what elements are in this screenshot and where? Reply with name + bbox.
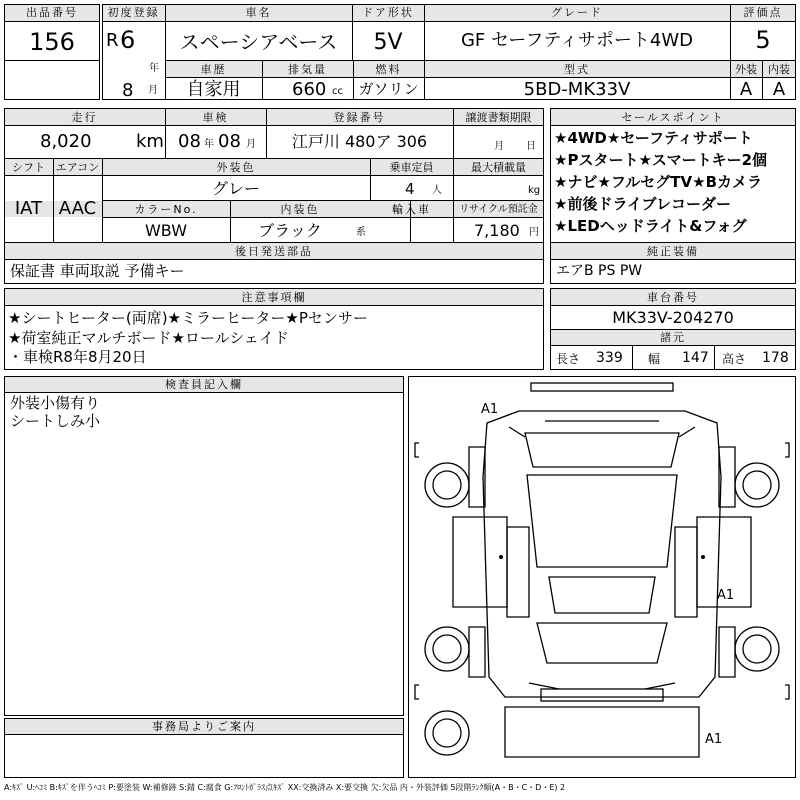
exterior-grade: A — [739, 79, 753, 100]
exterior-color: グレー — [211, 179, 260, 198]
score: 5 — [755, 26, 771, 54]
note-line: ★シートヒーター(両席)★ミラーヒーター★Pセンサー — [8, 309, 368, 327]
damage-diagram — [408, 376, 796, 778]
sales-point: ★LEDヘッドライト&フォグ — [554, 217, 747, 235]
plate-number: 江戸川 480ア 306 — [291, 132, 428, 151]
width: 147 — [682, 350, 709, 366]
damage-mark: A1 — [717, 588, 735, 603]
grade-label: グレード — [551, 6, 603, 19]
reg-year: 6 — [120, 26, 136, 54]
inspection-year: 08 — [178, 131, 201, 152]
shift: IAT — [14, 198, 43, 219]
fuel: ガソリン — [358, 80, 419, 98]
doors: 5V — [373, 30, 403, 55]
era: R — [106, 30, 119, 51]
note-line: ・車検R8年8月20日 — [8, 348, 147, 366]
car-outline — [409, 377, 795, 777]
damage-mark: A1 — [705, 732, 723, 747]
chassis-number: MK33V-204270 — [612, 308, 734, 327]
legend: A:ｷｽﾞ U:ﾍｺﾐ B:ｷｽﾞを伴うﾍｺﾐ P:要塗装 W:補修跡 S:錆 C:腐食 G:ﾌﾛﾝﾄｶﾞﾗｽ点ｷｽﾞ XX:交換済み X:要交換 欠:欠品 内・外装評価 5段階ﾗﾝｸ順(A・B・C・D・E) 2 — [4, 783, 566, 792]
model-code: 5BD-MK33V — [523, 79, 631, 100]
length: 339 — [596, 350, 623, 366]
reg-month: 8 — [122, 80, 134, 101]
grade: GF セーフティサポート4WD — [460, 30, 694, 51]
displacement: 660 — [292, 79, 327, 100]
doors-label: ドア形状 — [362, 6, 414, 19]
inspection-month: 08 — [218, 131, 241, 152]
note-line: ★荷室純正マルチボード★ロールシェイド — [8, 329, 289, 347]
height: 178 — [762, 350, 789, 366]
sales-point: ★4WD★セーフティサポート — [554, 129, 753, 147]
damage-mark: A1 — [481, 402, 499, 417]
air-conditioner: AAC — [58, 198, 97, 219]
sales-point: ★Pスタート★スマートキー2個 — [554, 151, 768, 169]
mileage: 8,020 — [40, 131, 92, 152]
later-parts: 保証書 車両取説 予備キー — [10, 262, 185, 280]
inspector-note: 外装小傷有り — [10, 394, 101, 412]
lot-label: 出品番号 — [26, 6, 78, 19]
history: 自家用 — [186, 79, 241, 100]
standard-equipment: エアB PS PW — [556, 263, 643, 279]
lot-number: 156 — [29, 28, 75, 56]
sales-point: ★前後ドライブレコーダー — [554, 195, 731, 213]
interior-color: ブラック — [258, 221, 322, 240]
inspector-note: シートしみ小 — [10, 412, 101, 430]
color-number: WBW — [144, 221, 188, 240]
first-reg-label: 初度登録 — [107, 6, 160, 19]
interior-grade: A — [772, 79, 786, 100]
capacity: 4 — [405, 180, 415, 198]
car-name: スペーシアベース — [179, 30, 338, 54]
score-label: 評価点 — [743, 6, 783, 19]
recycle-fee: 7,180 — [474, 221, 520, 240]
car-name-label: 車名 — [245, 6, 272, 19]
sales-point: ★ナビ★フルセグTV★Bカメラ — [554, 173, 763, 191]
